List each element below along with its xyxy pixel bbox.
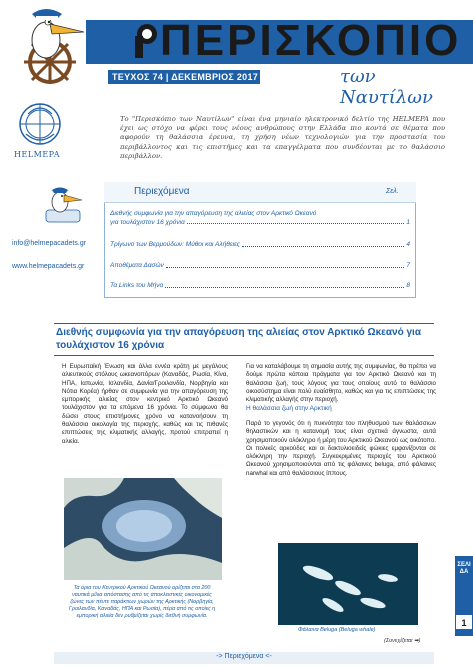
- toc-item-label: Τρίγωνο των Βερμούδων: Μύθοι και Αλήθειες: [110, 241, 240, 248]
- email-link[interactable]: info@helmepacadets.gr: [12, 240, 87, 247]
- toc-item-page: 7: [406, 262, 410, 269]
- toc-dot-leader: [187, 219, 405, 224]
- issue-label: ΤΕΥΧΟΣ 74 | ΔΕΚΕΜΒΡΙΟΣ 2017: [112, 72, 259, 82]
- pelican-captain-mascot-image: [6, 4, 94, 84]
- page-number: 1: [455, 614, 473, 630]
- toc-item-page: 8: [406, 282, 410, 289]
- toc-dot-leader: [166, 262, 405, 268]
- toc-dot-leader: [242, 241, 405, 247]
- toc-dot-leader: [165, 282, 404, 288]
- helmepa-emblem-logo: [16, 100, 64, 152]
- newsletter-subtitle: των Ναυτίλων: [340, 66, 433, 108]
- arctic-map-image: [64, 478, 222, 580]
- contents-title: Περιεχόμενα: [134, 186, 190, 197]
- toc-item-arctic-fishing-cont[interactable]: [110, 219, 410, 226]
- toc-item-page: 1: [406, 219, 410, 226]
- toc-item-label: Αποθέματα Δασών: [110, 262, 164, 269]
- newsletter-title: ΠΕΡΙΣΚΟΠΙΟ: [160, 16, 462, 65]
- toc-item-page: 4: [406, 241, 410, 248]
- beluga-whales-image: [278, 543, 418, 625]
- article-rule-bottom: [54, 355, 434, 356]
- article-rule-top: [54, 323, 434, 324]
- toc-item-links[interactable]: [110, 282, 410, 290]
- toc-item-bermuda[interactable]: [110, 241, 410, 249]
- back-to-contents-link[interactable]: -> Περιεχόμενα <-: [216, 653, 272, 660]
- whale-caption: Φάλαινα Beluga (Beluga whale): [298, 627, 376, 633]
- article-subheading: Η θαλάσσια ζωή στην Αρκτική: [246, 405, 332, 412]
- intro-paragraph: Το "Περισκόπιο των Ναυτίλων" είναι ένα μηνιαίο ηλεκτρονικό δελτίο της HELMEPA που έχει ως στόχο να φέρει τους νέους ανθρώπους στην Ελλάδα πιο κοντά σε θέματα που αφορούν τη θαλάσσια έρευνα, τη χρήση νέων τεχνολογιών για την προστασία του περιβάλλοντος και τις επιστήμες και τα επαγγέλματα που συνδέονται με το θαλάσσιο περιβάλλον.: [120, 115, 445, 160]
- article-right-intro: Για να καταλάβουμε τη σημασία αυτής της συμφωνίας, θα πρέπει να δούμε πρώτα κάποια πράγματα για τον Αρκτικό Ωκεανό και τη θαλάσσια ζωή, τους λόγους για τους οποίους αυτό το θαλάσσιο οικοσύστημα είναι πολύ ευαίσθητο, καθώς και για τις επιπτώσεις της κλιματικής αλλαγής στην περιοχή.: [246, 363, 436, 404]
- article-title: Διεθνής συμφωνία για την απαγόρευση της αλιείας στον Αρκτικό Ωκεανό για τουλάχιστον 16 χρόνια: [56, 327, 421, 351]
- toc-item-label: Τα Links του Μήνα: [110, 282, 164, 289]
- article-right-body: Παρά το γεγονός ότι η πυκνότητα του πληθυσμού των θαλάσσιων θηλαστικών και η κατανομή τους είναι σχετικά άγνωστα, αυτά χρησιμοποιούν ολόκληρο ή μέρη του Αρκτικού Ωκεανού ως οικότοπο. Οι πολικές αρκούδες και οι δακτυλιοειδείς φώκιες εμφανίζονται σε ολόκληρη την περιοχή. Συγκεκριμένες περιοχές του Αρκτικού Ωκεανού χρησιμοποιούνται από τις φάλαινες beluga, από φάλαινες narwhal και από θαλάσσιους ίππους.: [246, 420, 436, 477]
- toc-item-forests[interactable]: [110, 262, 410, 270]
- helmepa-wordmark: HELMEPA: [14, 150, 61, 159]
- toc-item-label: Διεθνής συμφωνία για την απαγόρευση της αλιείας στον Αρκτικό Ωκεανό: [110, 210, 317, 217]
- continued-note: (Συνεχίζεται ➡): [384, 638, 421, 644]
- toc-item-label: για τουλάχιστον 16 χρόνια: [110, 219, 185, 226]
- toc-item-arctic-fishing[interactable]: [110, 210, 410, 218]
- website-link[interactable]: www.helmepacadets.gr: [12, 263, 85, 270]
- map-caption: Τα όρια του Κεντρικού Αρκτικού Ωκεανού ορίζεται στα 200 ναυτικά μίλια απόστασης από τις αποκλειστικές οικονομικές ζώνες των πέντε παράκτιων χωρών της Αρκτικής (Νορβηγία, Γροιλανδία, Καναδάς, ΗΠΑ και Ρωσία), πέρα από τις οποίες η εμπορική αλιεία δεν ρυθμίζεται χωρίς διεθνή συμφωνία.: [68, 585, 216, 619]
- page-side-tab-label: ΣΕΛΙΔΑ: [457, 562, 471, 575]
- article-left-column: Η Ευρωπαϊκή Ένωση και άλλα εννέα κράτη με μεγάλους αλιευτικούς στόλους ωκεανοπόρων (Καναδάς, Ρωσία, Κίνα, ΗΠΑ, Ιαπωνία, Ισλανδία, Δανία/Γροιλανδία, Νορβηγία και Νότια Κορέα) ήρθαν σε συμφωνία για την απαγόρευση της εμπορικής αλιείας στον κεντρικό Αρκτικό Ωκεανό τουλάχιστον για τα επόμενα 16 χρόνια. Το σύμφωνο θα δώσει στους επιστήμονες χρόνο να κατανοήσουν τη θαλάσσια οικολογία της περιοχής, καθώς και τις πιθανές επιπτώσεις της κλιματικής αλλαγής, προτού επιτραπεί η αλιεία.: [62, 363, 228, 445]
- helmepa-cadets-logo: [42, 186, 84, 226]
- contents-page-label: Σελ.: [386, 188, 399, 195]
